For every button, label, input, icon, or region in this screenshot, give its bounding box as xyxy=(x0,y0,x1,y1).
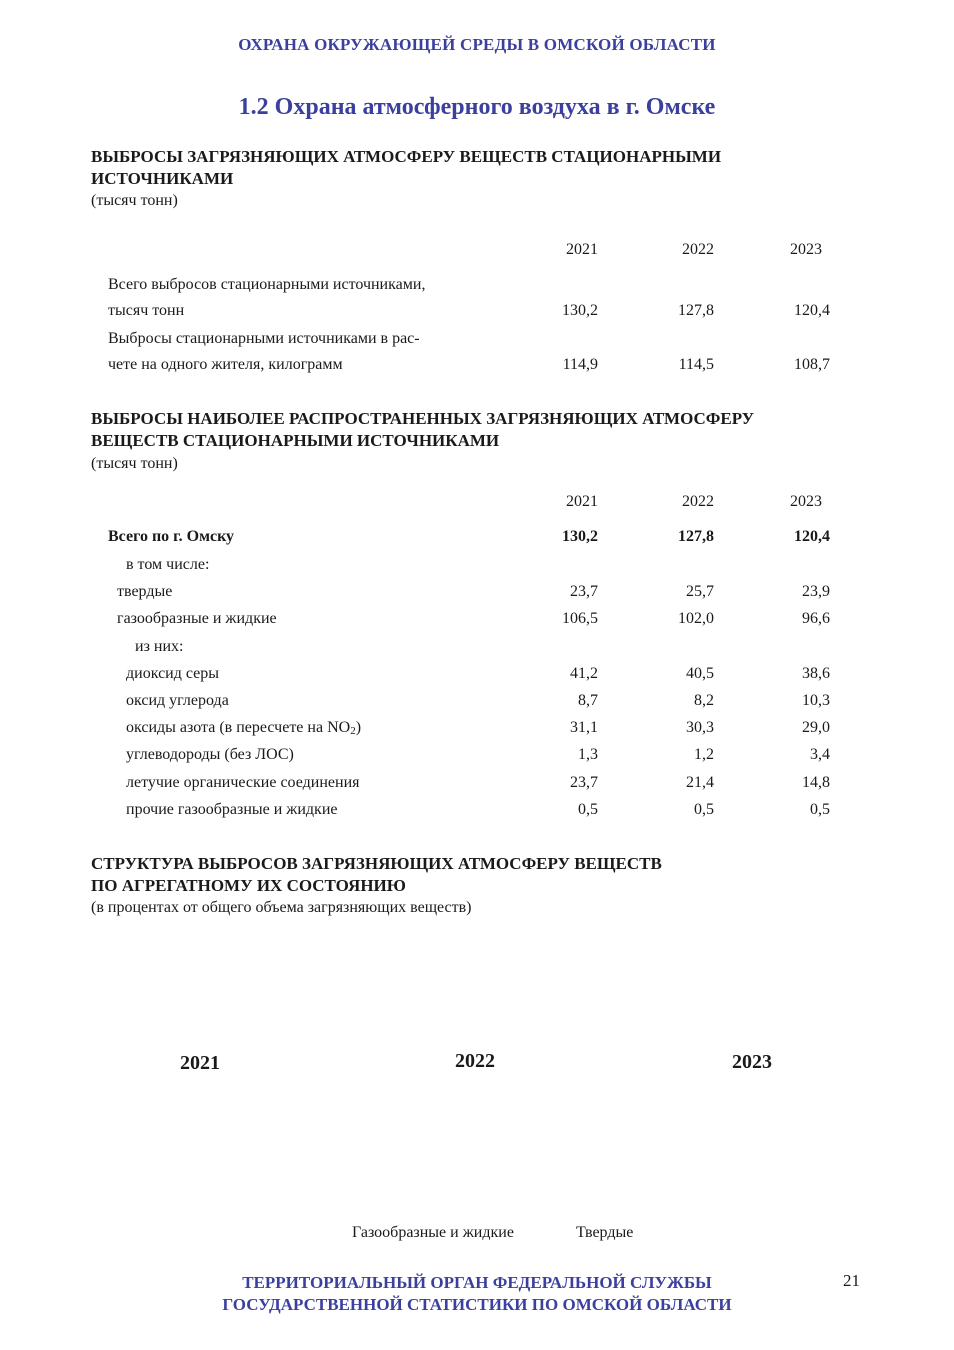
table2-hydrocarbons-value-2023: 3,4 xyxy=(810,746,830,763)
table1-row1-value-2021: 130,2 xyxy=(562,302,598,319)
table1-row2-value-2023: 108,7 xyxy=(794,356,830,373)
table2-hydrocarbons-value-2021: 1,3 xyxy=(578,746,598,763)
table1-year-2021: 2021 xyxy=(566,241,598,258)
table2-title xyxy=(91,408,891,452)
nitrogen-oxides-label-end: ) xyxy=(355,719,362,736)
table2-voc-label: летучие органические соединения xyxy=(126,774,360,791)
footer-line2: ГОСУДАРСТВЕННОЙ СТАТИСТИКИ ПО ОМСКОЙ ОБЛАСТИ xyxy=(222,1295,732,1314)
table2-total-label: Всего по г. Омску xyxy=(108,528,235,545)
table2-unit: (тысяч тонн) xyxy=(91,455,178,472)
chart-year-2021: 2021 xyxy=(180,1052,220,1074)
page-number: 21 xyxy=(843,1271,860,1290)
nitrogen-oxides-subscript: 2 xyxy=(350,725,356,737)
table2-sulfur-dioxide-value-2022: 40,5 xyxy=(686,665,714,682)
table2-solid-label: твердые xyxy=(117,583,173,600)
table2-nitrogen-oxides-label xyxy=(126,719,361,737)
table2-hydrocarbons-label: углеводороды (без ЛОС) xyxy=(126,746,294,763)
table2-carbon-monoxide-label: оксид углерода xyxy=(126,692,229,709)
table2-total-value-2021: 130,2 xyxy=(562,528,598,545)
table2-year-2021: 2021 xyxy=(566,493,598,510)
table1-title-line1: ВЫБРОСЫ ЗАГРЯЗНЯЮЩИХ АТМОСФЕРУ ВЕЩЕСТВ СТАЦИОНАРНЫМИ xyxy=(91,147,722,166)
table2-solid-value-2021: 23,7 xyxy=(570,583,598,600)
table2-other-label: прочие газообразные и жидкие xyxy=(126,801,338,818)
table2-voc-value-2021: 23,7 xyxy=(570,774,598,791)
table1-row1-label-line1: Всего выбросов стационарными источниками, xyxy=(108,276,426,293)
table2-solid-value-2023: 23,9 xyxy=(802,583,830,600)
table2-total-value-2022: 127,8 xyxy=(678,528,714,545)
table2-sulfur-dioxide-label: диоксид серы xyxy=(126,665,220,682)
table2-carbon-monoxide-value-2023: 10,3 xyxy=(802,692,830,709)
table2-nitrogen-oxides-value-2021: 31,1 xyxy=(570,719,598,736)
table1-row1-value-2022: 127,8 xyxy=(678,302,714,319)
table2-year-2022: 2022 xyxy=(682,493,714,510)
footer-line1: ТЕРРИТОРИАЛЬНЫЙ ОРГАН ФЕДЕРАЛЬНОЙ СЛУЖБЫ xyxy=(242,1273,712,1292)
table2-other-value-2022: 0,5 xyxy=(694,801,714,818)
table2-nitrogen-oxides-value-2022: 30,3 xyxy=(686,719,714,736)
table2-gas-value-2022: 102,0 xyxy=(678,610,714,627)
section-title: 1.2 Охрана атмосферного воздуха в г. Омске xyxy=(238,94,716,120)
chart-section-title-line2: ПО АГРЕГАТНОМУ ИХ СОСТОЯНИЮ xyxy=(91,876,406,895)
table2-nitrogen-oxides-value-2023: 29,0 xyxy=(802,719,830,736)
table1-year-2023: 2023 xyxy=(790,241,822,258)
chart-year-2023: 2023 xyxy=(732,1051,772,1073)
chart-year-2022: 2022 xyxy=(455,1050,495,1072)
running-header: ОХРАНА ОКРУЖАЮЩЕЙ СРЕДЫ В ОМСКОЙ ОБЛАСТИ xyxy=(238,35,716,54)
table2-hydrocarbons-value-2022: 1,2 xyxy=(694,746,714,763)
table1-year-2022: 2022 xyxy=(682,241,714,258)
table1-title xyxy=(91,146,891,190)
table2-carbon-monoxide-value-2022: 8,2 xyxy=(694,692,714,709)
table2-voc-value-2023: 14,8 xyxy=(802,774,830,791)
table1-row1-value-2023: 120,4 xyxy=(794,302,830,319)
table2-other-value-2021: 0,5 xyxy=(578,801,598,818)
nitrogen-oxides-label-main: оксиды азота (в пересчете на NO xyxy=(126,719,351,736)
chart-section-title-line1: СТРУКТУРА ВЫБРОСОВ ЗАГРЯЗНЯЮЩИХ АТМОСФЕРУ ВЕЩЕСТВ xyxy=(91,854,662,873)
table1-row1-label-line2: тысяч тонн xyxy=(108,302,185,319)
table2-of-which-label: из них: xyxy=(135,638,184,655)
chart-section-unit: (в процентах от общего объема загрязняющих веществ) xyxy=(91,899,472,916)
legend-solid: Твердые xyxy=(576,1224,634,1241)
table2-gas-value-2021: 106,5 xyxy=(562,610,598,627)
table2-including-label: в том числе: xyxy=(126,556,210,573)
table2-voc-value-2022: 21,4 xyxy=(686,774,714,791)
table1-row2-label-line2: чете на одного жителя, килограмм xyxy=(108,356,343,373)
table2-sulfur-dioxide-value-2023: 38,6 xyxy=(802,665,830,682)
table2-year-2023: 2023 xyxy=(790,493,822,510)
table2-gas-value-2023: 96,6 xyxy=(802,610,830,627)
table2-title-line1: ВЫБРОСЫ НАИБОЛЕЕ РАСПРОСТРАНЕННЫХ ЗАГРЯЗНЯЮЩИХ АТМОСФЕРУ xyxy=(91,409,755,428)
table2-sulfur-dioxide-value-2021: 41,2 xyxy=(570,665,598,682)
table1-row2-value-2021: 114,9 xyxy=(562,356,598,373)
table1-unit: (тысяч тонн) xyxy=(91,192,178,209)
table2-other-value-2023: 0,5 xyxy=(810,801,830,818)
table1-row2-value-2022: 114,5 xyxy=(678,356,714,373)
table2-carbon-monoxide-value-2021: 8,7 xyxy=(578,692,598,709)
chart-section-title xyxy=(91,853,891,897)
table1-row2-label-line1: Выбросы стационарными источниками в рас- xyxy=(108,330,420,347)
table2-gas-label: газообразные и жидкие xyxy=(117,610,277,627)
table2-solid-value-2022: 25,7 xyxy=(686,583,714,600)
table1-title-line2: ИСТОЧНИКАМИ xyxy=(91,169,234,188)
legend-gas-liquid: Газообразные и жидкие xyxy=(352,1224,514,1241)
footer xyxy=(0,1272,954,1316)
table2-title-line2: ВЕЩЕСТВ СТАЦИОНАРНЫМИ ИСТОЧНИКАМИ xyxy=(91,431,500,450)
table2-total-value-2023: 120,4 xyxy=(794,528,830,545)
